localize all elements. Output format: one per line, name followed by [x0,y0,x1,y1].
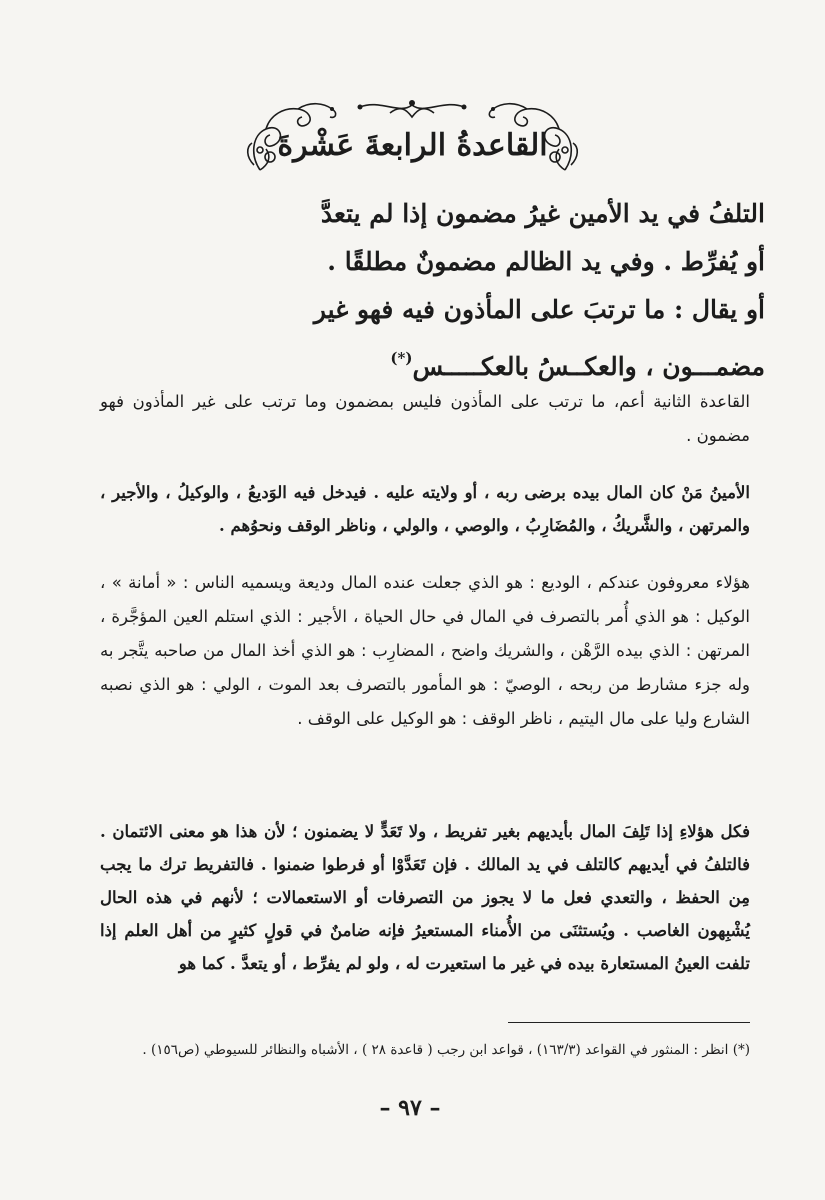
rule-line-2: أو يُفرِّط . وفي يد الظالم مضمونٌ مطلقًا . [327,247,765,276]
rule-line-1: التلفُ في يد الأمين غيرُ مضمون إذا لم يتعدَّ [320,199,765,228]
page-number: – ٩٧ – [379,1095,441,1121]
paragraph-definition: الأمينُ مَنْ كان المال بيده برضى ربه ، أو ولايته عليه . فيدخل فيه الوَديعُ ، والوكيلُ ، والأجير ، والمرتهن ، والشَّريكُ ، والمُضَارِبُ ، والوصي ، والولي ، وناظر الوقف ونحوُهم . [100,483,750,535]
page-title: القاعدةُ الرابعةَ عَشْرةَ [277,127,548,163]
footnote-divider [508,1022,750,1023]
paragraph-ruling: فكل هؤلاءِ إذا تَلِفَ المال بأيديهم بغير تفريط ، ولا تَعَدٍّ لا يضمنون ؛ لأن هذا هو معنى الائتمان . فالتلفُ في أيديهم كالتلف في يد المالك . فإن تَعَدَّوْا أو فرطوا ضمنوا . فالتفريط ترك ما يجب مِن الحفظ ، والتعدي فعل ما لا يجوز من التصرفات أو الاستعمالات ؛ لأنهم في هذه الحال يُشْبِهون الغاصب . ويُستثنَى من الأُمناء المستعيرُ فإنه ضامنٌ في قولٍ كثيرٍ من أهل العلم إذا تلفت العينُ المستعارة بيده في غير ما استعيرت له ، ولو لم يفرِّط ، أو يتعدَّ . كما هو [100,822,750,973]
rule-line-3: أو يقال : ما ترتبَ على المأذون فيه فهو غير [313,295,765,324]
footnote: (*) انظر : المنثور في القواعد (١٦٣/٣) ، قواعد ابن رجب ( قاعدة ٢٨ ) ، الأشباه والنظائر للسيوطي (ص١٥٦) . [142,1042,750,1058]
rule-line-4 [60,334,765,391]
paragraph-explanation-2: هؤلاء معروفون عندكم ، الوديع : هو الذي جعلت عنده المال وديعة ويسميه الناس : « أمانة » ، الوكيل : هو الذي أُمر بالتصرف في المال في حال الحياة ، الأجير : الذي استلم العين المؤجَّرة ، المرتهن : الذي بيده الرَّهْن ، والشريك واضح ، المضارِب : هو الذي أخذ المال من صاحبه يتَّجر به وله جزء مشارط من ربحه ، الوصيّ : هو المأمور بالتصرف بعد الموت ، الولي : هو الذي نصبه الشارع وليا على مال اليتيم ، ناظر الوقف : هو الوكيل على الوقف . [100,573,750,728]
rule-statement [60,190,765,391]
paragraph-explanation-1: القاعدة الثانية أعم، ما ترتب على المأذون فليس بمضمون وما ترتب على غير المأذون فهو مضمون . [100,392,750,445]
footnote-marker: (*) [390,349,413,367]
chapter-heading [240,95,585,185]
rule-line-4-text: مضمـــون ، والعكــسُ بالعكـــــس [412,352,765,381]
